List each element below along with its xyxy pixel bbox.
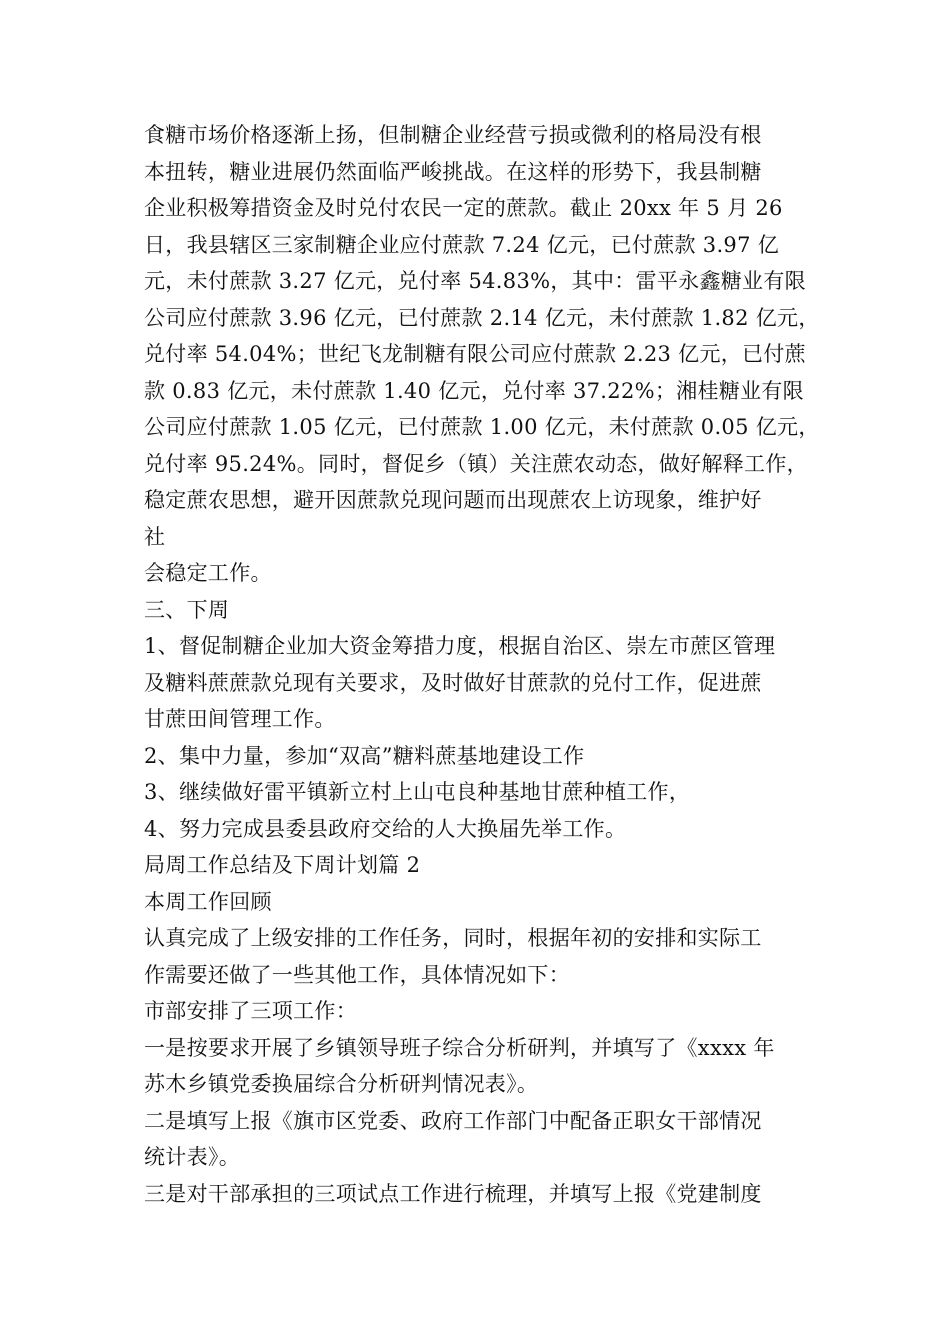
text-line: 款 0.83 亿元，未付蔗款 1.40 亿元，兑付率 37.22%；湘桂糖业有限 xyxy=(144,378,804,403)
list-item: 1、督促制糖企业加大资金筹措力度，根据自治区、崇左市蔗区管理 xyxy=(144,634,776,658)
text-line: 三是对干部承担的三项试点工作进行梳理，并填写上报《党建制度 xyxy=(144,1181,762,1206)
text-line: 统计表》。 xyxy=(144,1145,240,1169)
text-line: 市部安排了三项工作： xyxy=(144,999,357,1023)
text-line: 兑付率 95.24%。同时，督促乡（镇）关注蔗农动态，做好解释工作， xyxy=(144,451,808,476)
text-line: 甘蔗田间管理工作。 xyxy=(144,707,336,731)
document-body xyxy=(144,117,824,1212)
text-line: 作需要还做了一些其他工作，具体情况如下： xyxy=(144,962,570,987)
text-line: 兑付率 54.04%；世纪飞龙制糖有限公司应付蔗款 2.23 亿元，已付蔗 xyxy=(144,342,806,366)
list-item: 4、努力完成县委县政府交给的人大换届先举工作。 xyxy=(144,816,627,841)
text-line: 公司应付蔗款 3.96 亿元，已付蔗款 2.14 亿元，未付蔗款 1.82 亿元， xyxy=(144,305,820,330)
text-line: 社 xyxy=(144,524,166,549)
list-item: 3、继续做好雷平镇新立村上山屯良种基地甘蔗种植工作， xyxy=(144,780,691,804)
text-line: 本扭转，糖业进展仍然面临严峻挑战。在这样的形势下，我县制糖 xyxy=(144,159,762,184)
article-title: 局周工作总结及下周计划篇 2 xyxy=(144,853,421,877)
list-item: 2、集中力量，参加“双高”糖料蔗基地建设工作 xyxy=(144,743,585,768)
text-line: 稳定蔗农思想，避开因蔗款兑现问题而出现蔗农上访现象，维护好 xyxy=(144,488,762,512)
text-line: 食糖市场价格逐渐上扬，但制糖企业经营亏损或微利的格局没有根 xyxy=(144,123,762,147)
text-line: 认真完成了上级安排的工作任务，同时，根据年初的安排和实际工 xyxy=(144,926,762,950)
text-line: 公司应付蔗款 1.05 亿元，已付蔗款 1.00 亿元，未付蔗款 0.05 亿元， xyxy=(144,415,820,439)
section-heading: 本周工作回顾 xyxy=(144,889,272,914)
section-heading: 三、下周 xyxy=(144,597,230,622)
text-line: 一是按要求开展了乡镇领导班子综合分析研判，并填写了《xxxx 年 xyxy=(144,1035,775,1060)
text-line: 二是填写上报《旗市区党委、政府工作部门中配备正职女干部情况 xyxy=(144,1108,762,1133)
text-line: 会稳定工作。 xyxy=(144,561,272,585)
text-line: 元，未付蔗款 3.27 亿元，兑付率 54.83%，其中：雷平永鑫糖业有限 xyxy=(144,269,806,293)
text-line: 及糖料蔗蔗款兑现有关要求，及时做好甘蔗款的兑付工作，促进蔗 xyxy=(144,670,762,695)
text-line: 苏木乡镇党委换届综合分析研判情况表》。 xyxy=(144,1072,539,1096)
text-line: 企业积极筹措资金及时兑付农民一定的蔗款。截止 20xx 年 5 月 26 xyxy=(144,196,783,220)
text-line: 日，我县辖区三家制糖企业应付蔗款 7.24 亿元，已付蔗款 3.97 亿 xyxy=(144,232,780,257)
